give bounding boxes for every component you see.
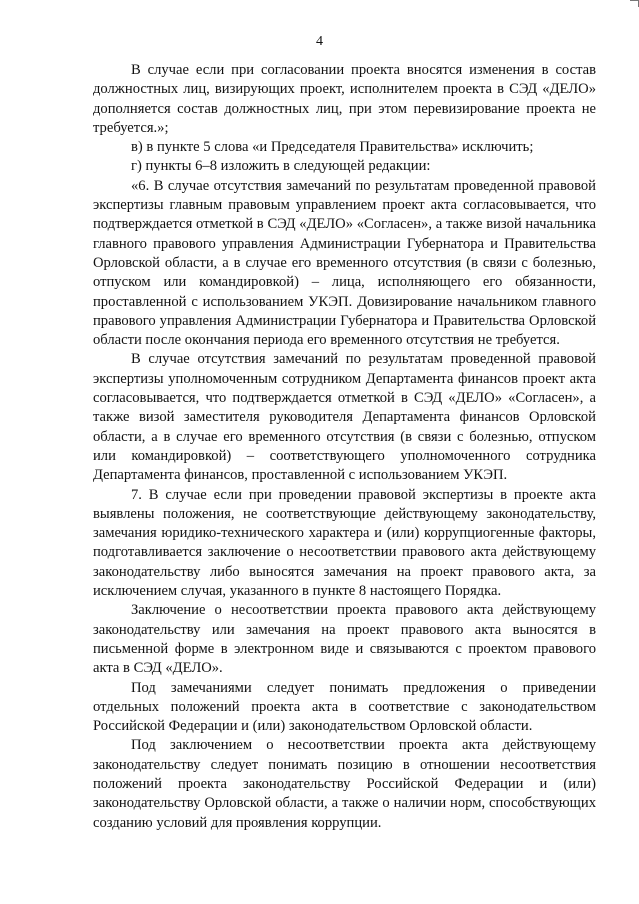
paragraph-conclusion-form: Заключение о несоответствии проекта правового акта действующему законодательству или замечания на проект правового акта выносятся в письменной форме в электронном виде и связываются с проектом правового акта в СЭД «ДЕЛО».: [93, 602, 596, 677]
page-number: 4: [316, 34, 323, 49]
scan-corner-mark: [630, 0, 639, 7]
paragraph-item-g: г) пункты 6–8 изложить в следующей редакции:: [131, 158, 431, 175]
paragraph-point-6-finance: В случае отсутствия замечаний по результатам проведенной правовой экспертизы уполномоченным сотрудником Департамента финансов проект акта согласовывается, что подтверждается отметкой в СЭД «ДЕЛО» «Согласен», а также визой заместителя руководителя Департамента финансов Орловской области, а в случае его временного отсутствия (в связи с болезнью, отпуском или командировкой) – соответствующего уполномоченного сотрудника Департамента финансов, проставленной с использованием УКЭП.: [93, 351, 596, 484]
paragraph-point-7: 7. В случае если при проведении правовой экспертизы в проекте акта выявлены положения, не соответствующие действующему законодательству, замечания юридико-технического характера и (или) коррупциогенные факторы, подготавливается заключение о несоответствии правового акта действующему законодательству либо выносятся замечания на проект правового акта, за исключением случая, указанного в пункте 8 настоящего Порядка.: [93, 486, 596, 600]
paragraph-conclusion-definition: Под заключением о несоответствии проекта акта действующему законодательству следует понимать позицию в отношении несоответствия положений проекта законодательству Российской Федерации и (или) законодательству Орловской области, а также о наличии норм, способствующих созданию условий для проявления коррупции.: [93, 737, 596, 831]
paragraph-revision-note: В случае если при согласовании проекта вносятся изменения в состав должностных лиц, визирующих проект, исполнителем проекта в СЭД «ДЕЛО» дополняется состав должностных лиц, при этом перевизирование проекта не требуется.»;: [93, 62, 596, 136]
paragraph-point-6: «6. В случае отсутствия замечаний по результатам проведенной правовой экспертизы главным правовым управлением проект акта согласовывается, что подтверждается отметкой в СЭД «ДЕЛО» «Согласен», а также визой начальника главного правового управления Администрации Губернатора и Правительства Орловской области, а в случае его временного отсутствия (в связи с болезнью, отпуском или командировкой) – лица, исполняющего его обязанности, проставленной с использованием УКЭП. Довизирование начальником главного правового управления Администрации Губернатора и Правительства Орловской области после окончания периода его временного отсутствия не требуется.: [93, 177, 596, 349]
document-body: [93, 61, 596, 833]
paragraph-item-v: в) в пункте 5 слова «и Председателя Правительства» исключить;: [131, 139, 534, 156]
paragraph-remarks-definition: Под замечаниями следует понимать предложения о приведении отдельных положений проекта акта в соответствие с законодательством Российской Федерации и (или) законодательством Орловской области.: [93, 679, 596, 735]
